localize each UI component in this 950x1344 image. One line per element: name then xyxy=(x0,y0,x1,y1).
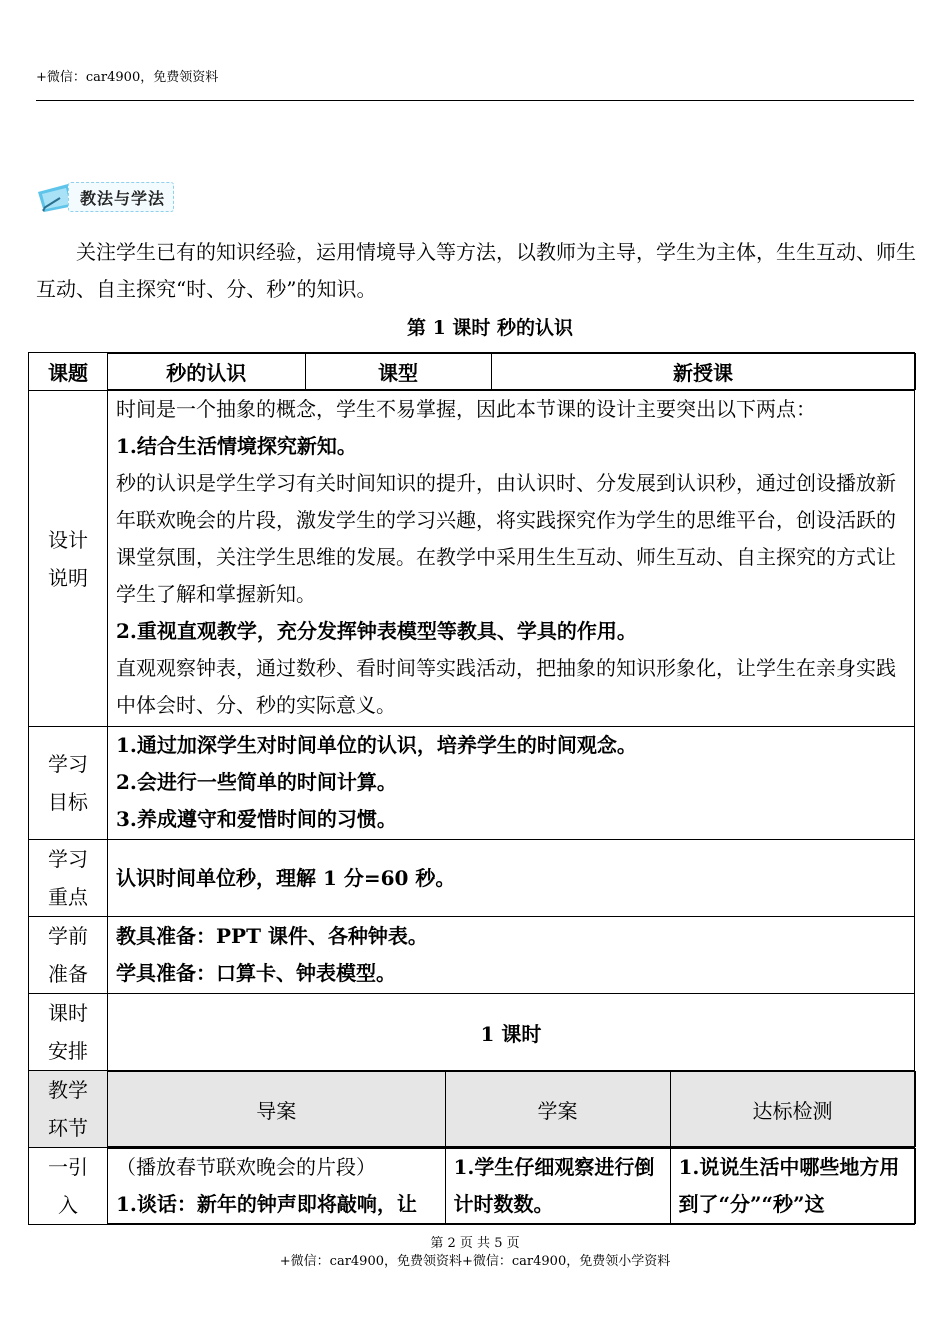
topic-value: 秒的认识 xyxy=(108,354,305,390)
schedule-label: 课时安排 xyxy=(48,1001,88,1063)
page-number: 第 2 页 共 5 页 xyxy=(430,1236,520,1251)
key-points-text: 认识时间单位秒，理解 1 分=60 秒。 xyxy=(116,865,456,890)
guide-column-header: 导案 xyxy=(108,1072,445,1147)
stage1-check: 1.说说生活中哪些地方用到了“分”“秒”这 xyxy=(670,1149,915,1224)
header-text: +微信：car4900，免费领资料 xyxy=(36,70,219,85)
table-row xyxy=(29,840,915,917)
table-row xyxy=(29,1071,915,1148)
section-title: 教法与学法 xyxy=(80,189,166,208)
header-divider xyxy=(36,100,914,101)
preparation-label: 学前准备 xyxy=(48,924,88,986)
design-line: 2.重视直观教学，充分发挥钟表模型等教具、学具的作用。 xyxy=(116,619,637,643)
table-row xyxy=(29,353,915,391)
preparation-line: 学具准备：口算卡、钟表模型。 xyxy=(116,961,396,985)
study-column-header: 学案 xyxy=(445,1072,670,1147)
section-badge xyxy=(34,178,176,214)
stage1-label: 一引入 xyxy=(48,1155,88,1217)
lesson-title: 第 1 课时 秒的认识 xyxy=(406,317,574,339)
key-points-label: 学习重点 xyxy=(48,847,88,909)
topic-label: 课题 xyxy=(29,353,108,391)
objective-line: 2.会进行一些简单的时间计算。 xyxy=(116,770,397,794)
table-row xyxy=(29,994,915,1071)
table-row xyxy=(29,917,915,994)
intro-paragraph: 关注学生已有的知识经验，运用情境导入等方法，以教师为主导，学生为主体，生生互动、师生互动、自主探究“时、分、秒”的知识。 xyxy=(36,240,916,301)
stage1-study: 1.学生仔细观察进行倒计时数数。 xyxy=(445,1149,670,1224)
objective-line: 1.通过加深学生对时间单位的认识，培养学生的时间观念。 xyxy=(116,733,637,757)
table-row xyxy=(29,391,915,727)
table-row xyxy=(29,727,915,840)
objective-line: 3.养成遵守和爱惜时间的习惯。 xyxy=(116,807,397,831)
stage1-guide-line: 1.谈话：新年的钟声即将敲响，让 xyxy=(116,1192,417,1216)
stages-label: 教学环节 xyxy=(48,1078,88,1140)
preparation-line: 教具准备：PPT 课件、各种钟表。 xyxy=(116,924,428,948)
design-line: 直观观察钟表，通过数秒、看时间等实践活动，把抽象的知识形象化，让学生在亲身实践中体会时、分、秒的实际意义。 xyxy=(116,656,896,717)
type-label: 课型 xyxy=(305,354,491,390)
stage1-guide-line: （播放春节联欢晚会的片段） xyxy=(116,1155,376,1179)
design-line: 秒的认识是学生学习有关时间知识的提升，由认识时、分发展到认识秒，通过创设播放新年联欢晚会的片段，激发学生的学习兴趣，将实践探究作为学生的思维平台，创设活跃的课堂氛围，关注学生思维的发展。在教学中采用生生互动、师生互动、自主探究的方式让学生了解和掌握新知。 xyxy=(116,471,896,606)
check-column-header: 达标检测 xyxy=(670,1072,915,1147)
schedule-value: 1 课时 xyxy=(108,994,915,1071)
footer-text: +微信：car4900，免费领资料+微信：car4900，免费领小学资料 xyxy=(279,1254,671,1269)
design-label: 设计说明 xyxy=(48,527,88,590)
objectives-label: 学习目标 xyxy=(48,752,88,814)
design-line: 1.结合生活情境探究新知。 xyxy=(116,434,357,458)
lesson-plan-table xyxy=(28,352,915,1225)
table-row xyxy=(29,1148,915,1225)
type-value: 新授课 xyxy=(491,354,915,390)
design-line: 时间是一个抽象的概念，学生不易掌握，因此本节课的设计主要突出以下两点： xyxy=(116,397,816,421)
